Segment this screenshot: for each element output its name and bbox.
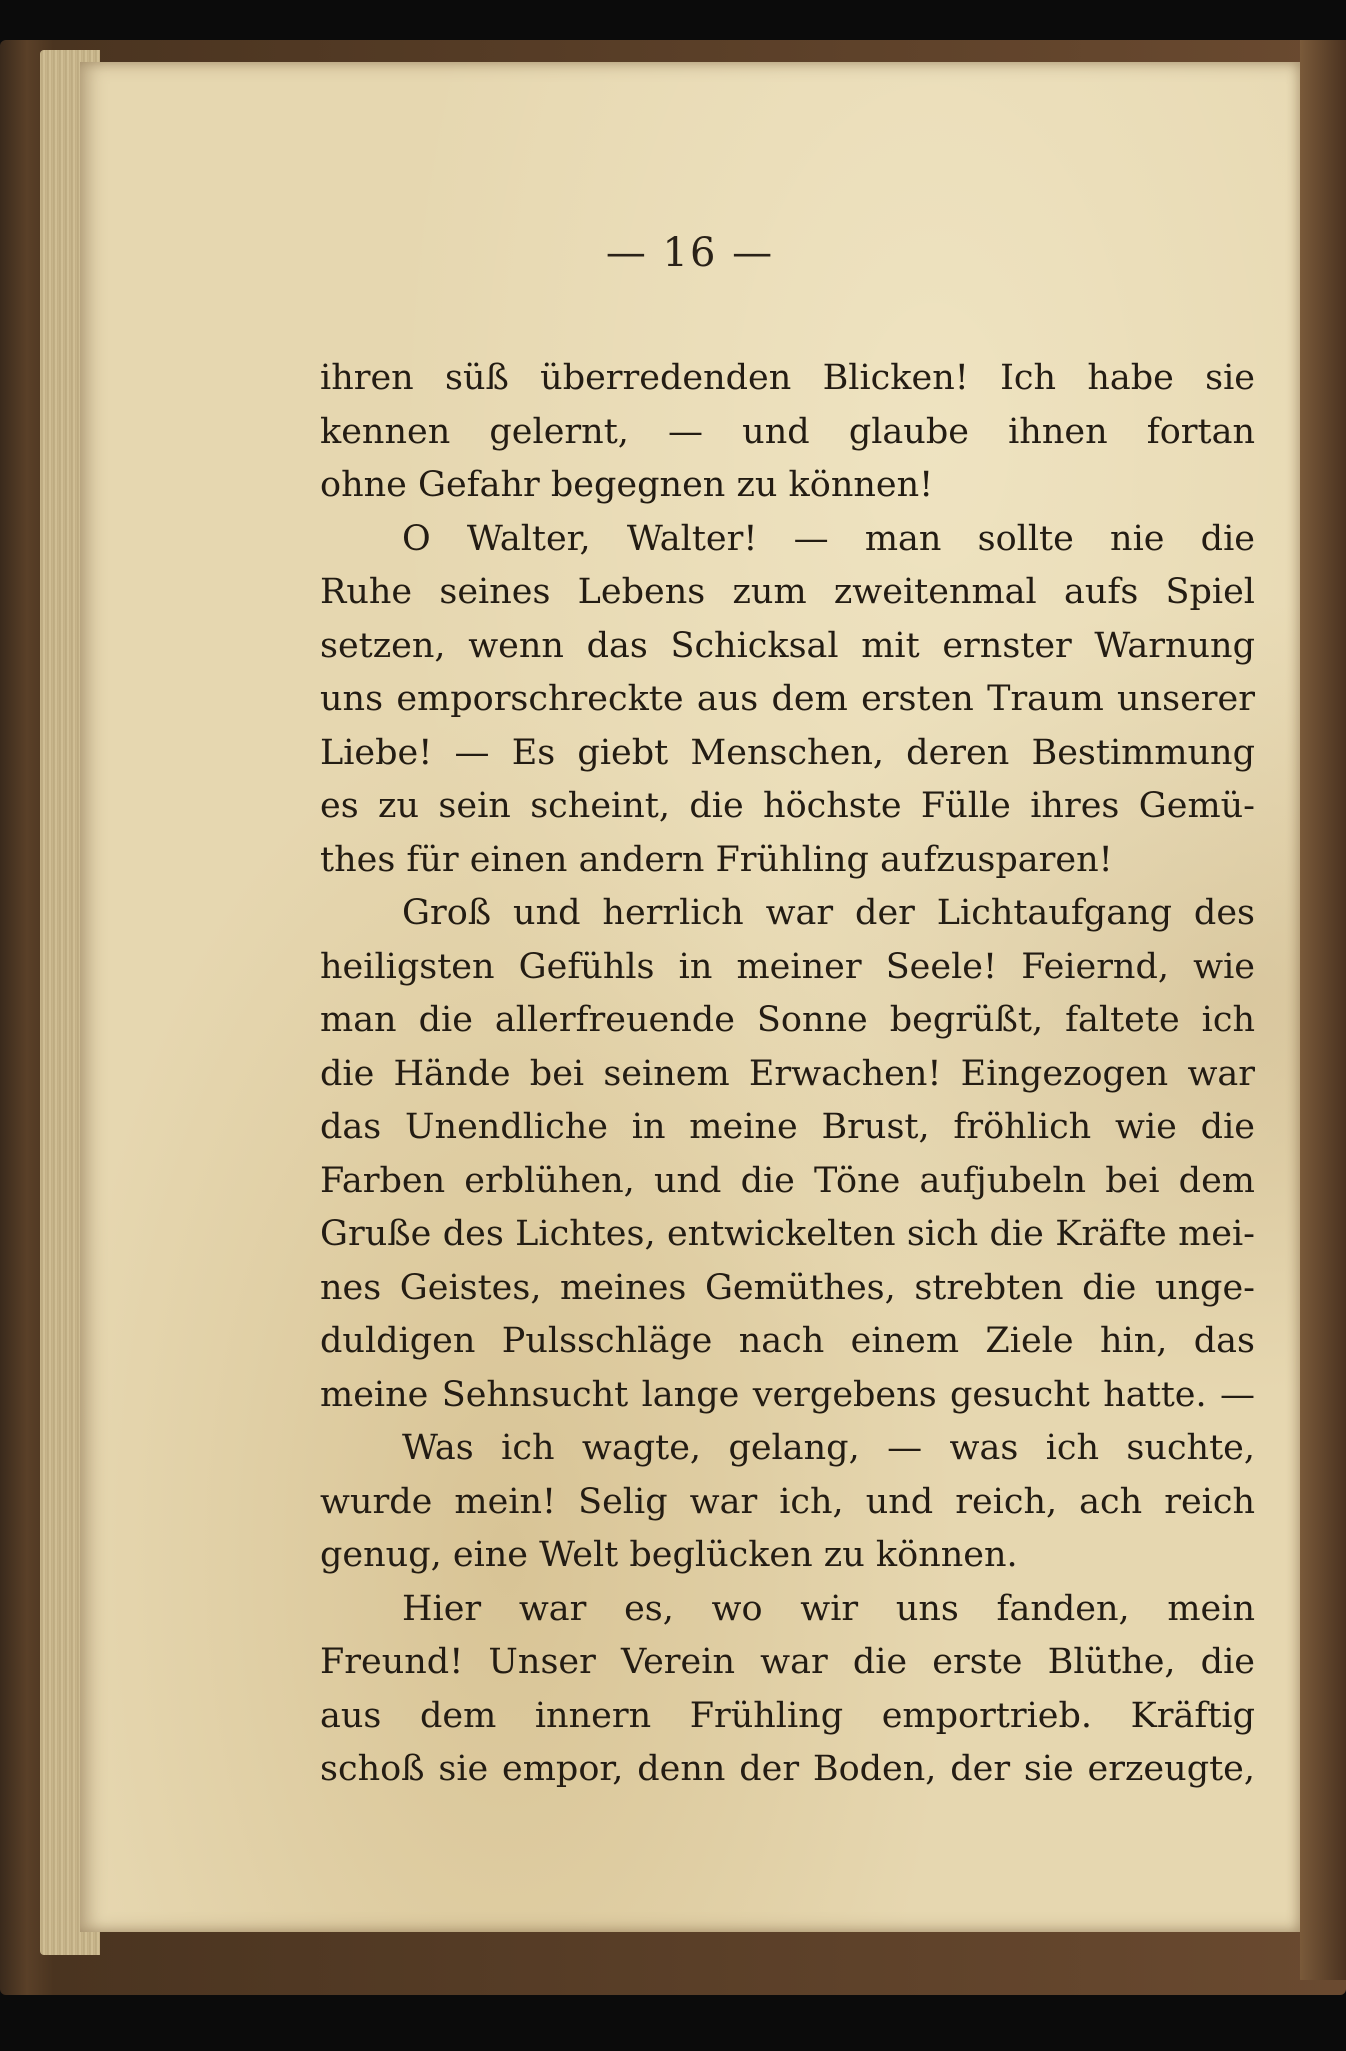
text-line: ihren süß überredenden Blicken! Ich habe sie bbox=[320, 358, 1255, 398]
body-text bbox=[320, 352, 1255, 1822]
right-cover-edge bbox=[1300, 40, 1346, 1980]
text-line: man die allerfreuende Sonne begrüßt, faltete ich bbox=[320, 1000, 1255, 1040]
text-line: meine Sehnsucht lange vergebens gesucht hatte. — bbox=[320, 1374, 1255, 1415]
text-line: nes Geistes, meines Gemüthes, strebten die unge- bbox=[320, 1267, 1255, 1308]
text-line: Ruhe seines Lebens zum zweitenmal aufs Spiel bbox=[320, 572, 1255, 612]
text-line: Freund! Unser Verein war die erste Blüthe, die bbox=[320, 1642, 1255, 1682]
text-line: setzen, wenn das Schicksal mit ernster Warnung bbox=[320, 625, 1255, 666]
text-line: Was ich wagte, gelang, — was ich suchte, bbox=[402, 1428, 1255, 1468]
text-line: Gruße des Lichtes, entwickelten sich die Kräfte mei- bbox=[320, 1214, 1255, 1254]
text-line: das Unendliche in meine Brust, fröhlich wie die bbox=[320, 1107, 1255, 1147]
text-line: Groß und herrlich war der Lichtaufgang des bbox=[402, 893, 1255, 933]
text-line: es zu sein scheint, die höchste Fülle ihres Gemü- bbox=[320, 786, 1255, 826]
text-line: Farben erblühen, und die Töne aufjubeln bei dem bbox=[320, 1160, 1255, 1201]
text-line: Liebe! — Es giebt Menschen, deren Bestimmung bbox=[320, 732, 1255, 773]
text-line: ohne Gefahr begegnen zu können! bbox=[320, 465, 934, 505]
text-line: Hier war es, wo wir uns fanden, mein bbox=[402, 1588, 1255, 1629]
text-line: schoß sie empor, denn der Boden, der sie erzeugte, bbox=[320, 1749, 1255, 1789]
text-line: genug, eine Welt beglücken zu können. bbox=[320, 1535, 1018, 1575]
text-line: die Hände bei seinem Erwachen! Eingezogen war bbox=[320, 1053, 1255, 1094]
text-line: uns emporschreckte aus dem ersten Traum unserer bbox=[320, 679, 1255, 719]
text-line: aus dem innern Frühling emportrieb. Kräftig bbox=[320, 1695, 1255, 1736]
text-line: heiligsten Gefühls in meiner Seele! Feiernd, wie bbox=[320, 946, 1255, 987]
text-line: thes für einen andern Frühling aufzusparen! bbox=[320, 839, 1113, 880]
text-line: O Walter, Walter! — man sollte nie die bbox=[402, 518, 1255, 559]
text-line: duldigen Pulsschläge nach einem Ziele hin, das bbox=[320, 1321, 1255, 1361]
page-number: — 16 — bbox=[605, 230, 775, 276]
text-line: wurde mein! Selig war ich, und reich, ach reich bbox=[320, 1481, 1255, 1522]
text-line: kennen gelernt, — und glaube ihnen fortan bbox=[320, 411, 1255, 452]
paper-page bbox=[80, 62, 1300, 1932]
